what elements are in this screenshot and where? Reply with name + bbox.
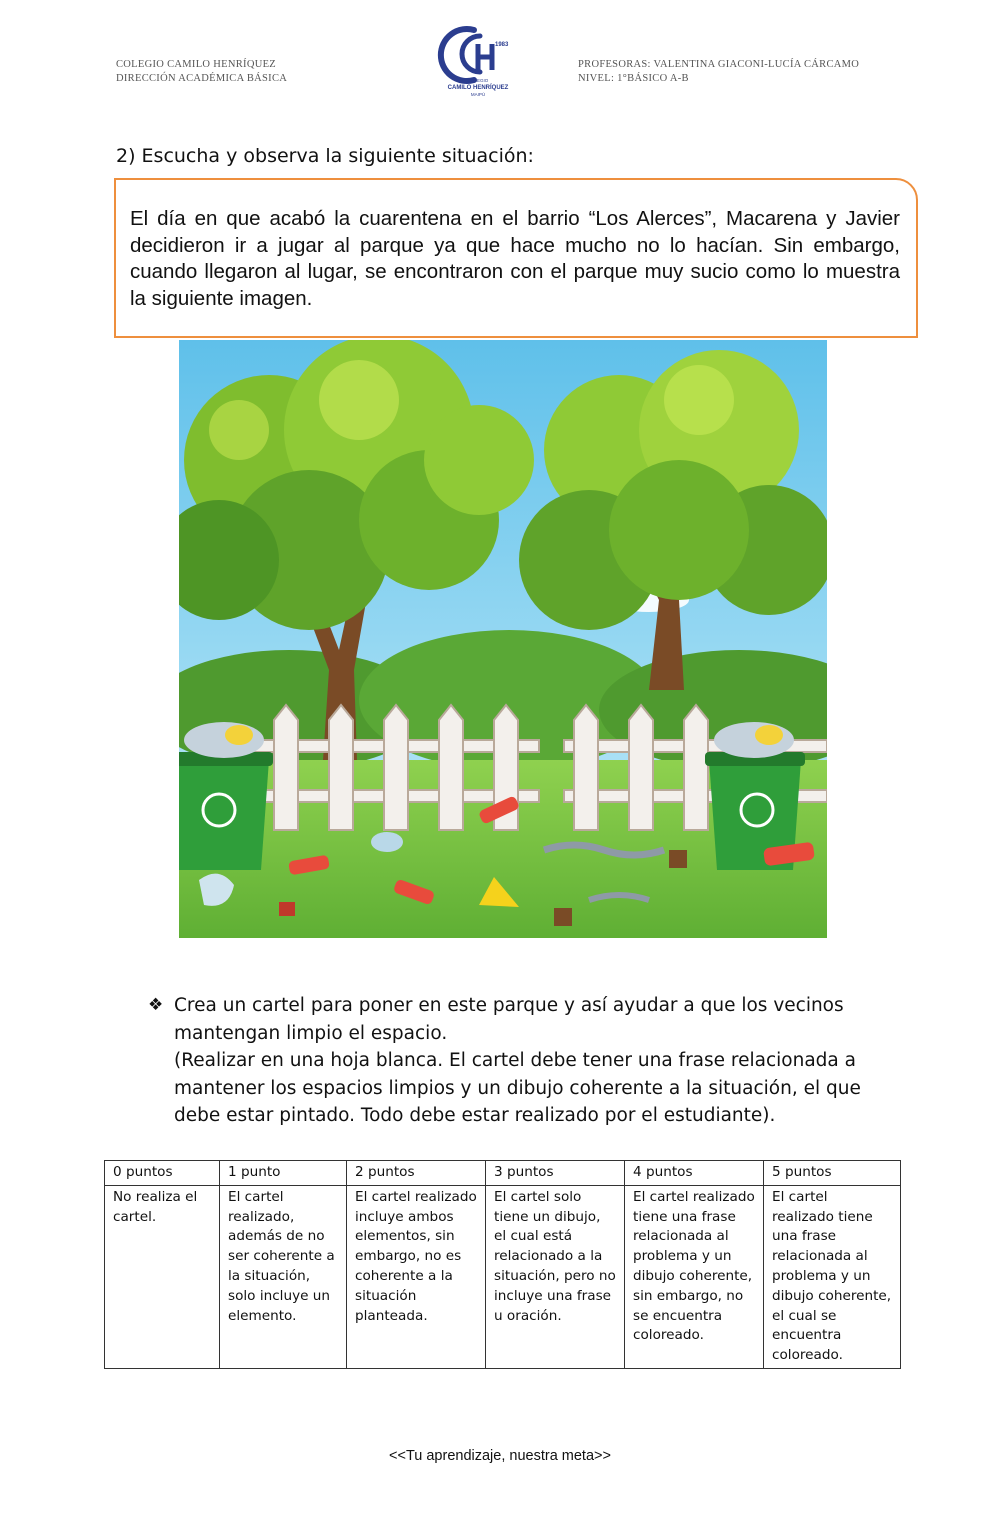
school-name: COLEGIO CAMILO HENRÍQUEZ [116, 59, 277, 70]
rubric-cell: El cartel realizado tiene una frase relacionada al problema y un dibujo coherente, sin embargo, no se encuentra coloreado. [625, 1185, 764, 1368]
left-trash-bin [179, 722, 273, 870]
task-section [148, 992, 868, 1130]
story-box [114, 178, 918, 338]
rubric-header-row [105, 1161, 901, 1186]
rubric-cell: El cartel realizado, además de no ser coherente a la situación, solo incluye un elemento. [220, 1185, 347, 1368]
question-title: 2) Escucha y observa la siguiente situación: [116, 145, 534, 167]
dirty-park-illustration [179, 340, 827, 938]
grade-level: NIVEL: 1°BÁSICO A-B [578, 73, 689, 84]
task-details: (Realizar en una hoja blanca. El cartel debe tener una frase relacionada a mantener los espacios limpios y un dibujo coherente a la situación, el que debe estar pintado. Todo debe estar realizado por el estudiante). [174, 1050, 861, 1127]
story-text: El día en que acabó la cuarentena en el barrio “Los Alerces”, Macarena y Javier decidieron ir a jugar al parque ya que hace mucho no lo hacían. Sin embargo, cuando llegaron al lugar, se encontraron con el parque muy sucio como lo muestra la siguiente imagen. [130, 207, 900, 310]
diamond-bullet-icon: ❖ [148, 995, 164, 1015]
rubric-criteria-row [105, 1185, 901, 1368]
logo-line3: MAIPÚ [470, 92, 486, 97]
logo-line2: CAMILO HENRÍQUEZ [447, 85, 509, 91]
rubric-table [104, 1160, 901, 1369]
rubric-cell: El cartel realizado incluye ambos elementos, sin embargo, no es coherente a la situación planteada. [347, 1185, 486, 1368]
rubric-header-cell: 4 puntos [625, 1161, 764, 1186]
school-logo [428, 22, 528, 100]
rubric-header-cell: 1 punto [220, 1161, 347, 1186]
header-school-info [116, 58, 287, 86]
rubric-header-cell: 5 puntos [764, 1161, 901, 1186]
footer-motto: <<Tu aprendizaje, nuestra meta>> [389, 1448, 611, 1464]
rubric-cell: No realiza el cartel. [105, 1185, 220, 1368]
rubric-header-cell: 2 puntos [347, 1161, 486, 1186]
rubric-header-cell: 3 puntos [486, 1161, 625, 1186]
logo-line1: COLEGIO [467, 78, 489, 83]
rubric-header-cell: 0 puntos [105, 1161, 220, 1186]
rubric-cell: El cartel realizado tiene una frase relacionada al problema y un dibujo coherente, el cual se encuentra coloreado. [764, 1185, 901, 1368]
task-instruction: Crea un cartel para poner en este parque y así ayudar a que los vecinos mantengan limpio el espacio. [174, 995, 844, 1044]
header-teacher-info [578, 58, 859, 86]
rubric-cell: El cartel solo tiene un dibujo, el cual está relacionado a la situación, pero no incluye una frase u oración. [486, 1185, 625, 1368]
logo-year: 1983 [495, 42, 509, 48]
teachers-name: PROFESORAS: VALENTINA GIACONI-LUCÍA CÁRCAMO [578, 59, 860, 70]
school-department: DIRECCIÓN ACADÉMICA BÁSICA [116, 73, 288, 84]
